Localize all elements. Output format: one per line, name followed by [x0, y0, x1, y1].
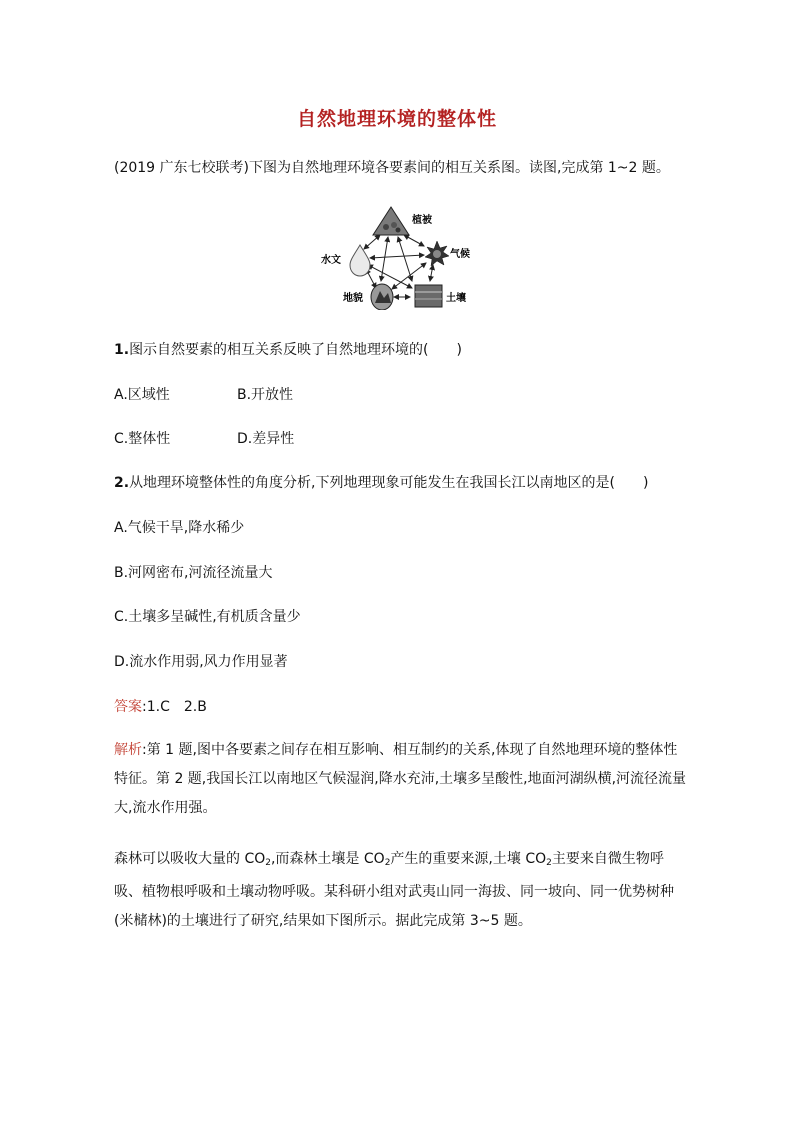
question-1-options-row-1 [114, 385, 170, 405]
question-2-number: 2. [114, 475, 130, 491]
hydrology-symbol [350, 245, 370, 276]
analysis-paragraph [114, 736, 690, 823]
intro-text: (2019 广东七校联考)下图为自然地理环境各要素间的相互关系图。读图,完成第 1~2 题。 [114, 160, 670, 176]
answer-line [114, 697, 207, 717]
question-1-number: 1. [114, 342, 130, 358]
passage-text-3: 产生的重要来源,土壤 CO [390, 851, 547, 867]
arrow-veg-hydro [364, 235, 380, 249]
arrow-climate-soil [430, 265, 433, 281]
q1-option-a: A.区域性 [114, 387, 170, 403]
label-soil: 土壤 [446, 293, 466, 304]
q1-option-d: D.差异性 [237, 431, 295, 447]
passage-text-4: 主要来自微生物呼吸、植物根呼吸和土壤动物呼吸。某科研小组对武夷山同一海拔、同一坡向、同一优势树种(米槠林)的土壤进行了研究,结果如下图所示。据此完成第 3~5 题。 [114, 851, 674, 929]
label-landform: 地貌 [343, 293, 363, 304]
label-climate: 气候 [450, 249, 470, 260]
answer-label: 答案 [114, 699, 142, 715]
q2-option-d: D.流水作用弱,风力作用显著 [114, 654, 288, 670]
q2-option-a: A.气候干旱,降水稀少 [114, 520, 245, 536]
label-hydrology: 水文 [321, 255, 341, 266]
arrow-veg-soil [398, 237, 412, 281]
page-title: 自然地理环境的整体性 [296, 108, 497, 130]
arrow-hydro-climate [370, 255, 424, 258]
landform-symbol [371, 284, 393, 310]
q1-option-b: B.开放性 [237, 387, 294, 403]
q1-option-c: C.整体性 [114, 431, 171, 447]
passage-text-1: 森林可以吸收大量的 CO [114, 851, 266, 867]
answer-text: :1.C 2.B [142, 699, 207, 715]
soil-symbol [415, 285, 442, 307]
q2-option-b: B.河网密布,河流径流量大 [114, 565, 273, 581]
co2-subscript-1: 2 [265, 858, 271, 868]
passage-text-2: ,而森林土壤是 CO [270, 851, 385, 867]
arrow-veg-climate [404, 235, 424, 246]
label-vegetation: 植被 [412, 215, 432, 226]
analysis-text: :第 1 题,图中各要素之间存在相互影响、相互制约的关系,体现了自然地理环境的整体性特征。第 2 题,我国长江以南地区气候湿润,降水充沛,土壤多呈酸性,地面河湖纵横,河流径流量大,流水作用强。 [114, 742, 687, 816]
passage-paragraph [114, 845, 690, 936]
question-1-stem: 图示自然要素的相互关系反映了自然地理环境的( ) [129, 342, 462, 358]
climate-symbol [425, 241, 449, 266]
question-2-stem: 从地理环境整体性的角度分析,下列地理现象可能发生在我国长江以南地区的是( ) [129, 475, 649, 491]
vegetation-symbol [373, 207, 409, 235]
analysis-label: 解析 [114, 742, 142, 758]
co2-subscript-3: 2 [546, 858, 552, 868]
co2-subscript-2: 2 [384, 858, 391, 868]
question-1 [114, 340, 462, 360]
relationship-diagram [318, 205, 478, 310]
q2-option-c: C.土壤多呈碱性,有机质含量少 [114, 609, 301, 625]
question-2 [114, 473, 648, 493]
